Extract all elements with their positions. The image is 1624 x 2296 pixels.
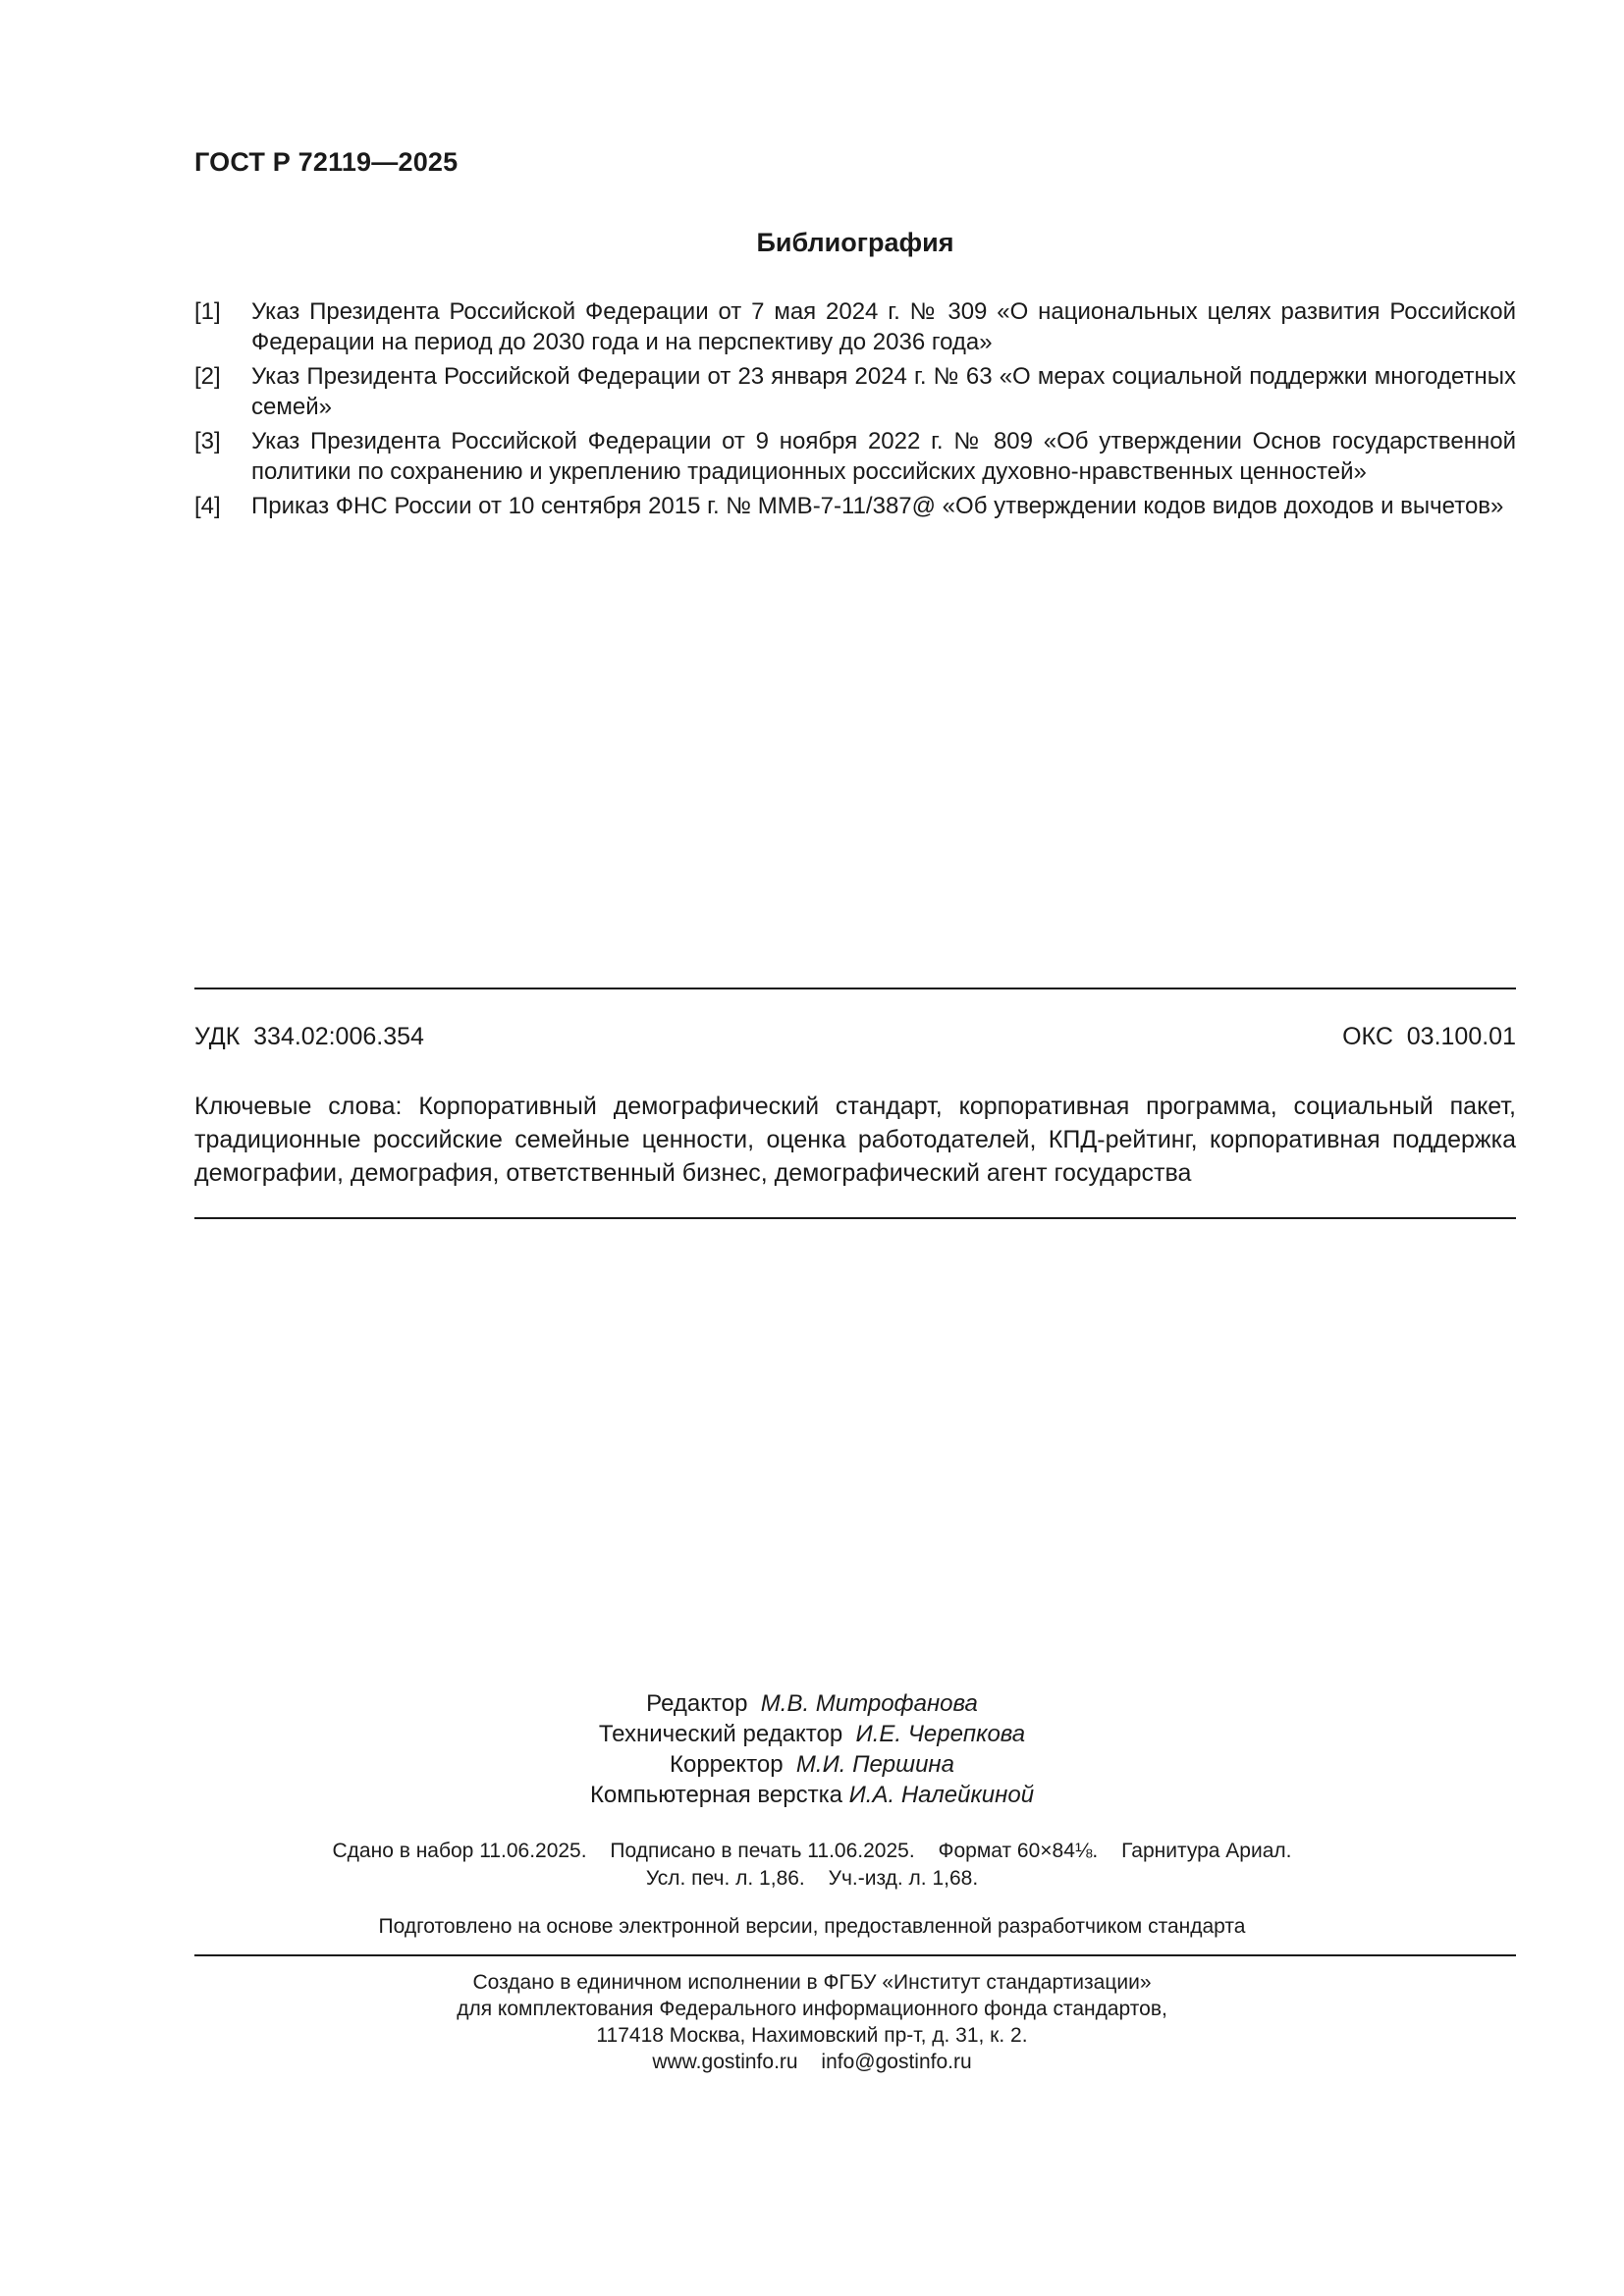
credit-name: М.В. Митрофанова [760,1690,978,1717]
entry-text: Указ Президента Российской Федерации от 23 января 2024 г. № 63 «О мерах социальной поддержки многодетных семей» [251,363,1516,420]
credit-name: И.А. Налейкиной [848,1782,1035,1808]
oks-code: ОКС 03.100.01 [1342,1023,1516,1050]
entry-number: [1] [194,298,221,325]
typeface: Гарнитура Ариал. [1121,1840,1292,1862]
publisher-line: для комплектования Федерального информационного фонда стандартов, [457,1998,1167,2020]
credits-block [0,1688,1624,1810]
publisher-block [0,1969,1624,2075]
keywords-label: Ключевые слова: [194,1093,403,1120]
credit-corrector [0,1749,1624,1780]
email-link[interactable]: info@gostinfo.ru [821,2051,972,2073]
entry-number: [3] [194,428,221,454]
credit-role: Редактор [646,1690,748,1717]
bibliography-list [194,296,1516,525]
print-info-line-2 [0,1865,1624,1893]
website-link[interactable]: www.gostinfo.ru [652,2051,798,2073]
entry-number: [2] [194,363,221,390]
credit-name: И.Е. Черепкова [855,1721,1026,1747]
signed-date: Подписано в печать 11.06.2025. [610,1840,915,1862]
entry-text: Приказ ФНС России от 10 сентября 2015 г. № ММВ-7-11/387@ «Об утверждении кодов видов доходов и вычетов» [251,493,1504,519]
divider-middle [194,1217,1516,1219]
bibliography-entry [194,426,1516,487]
entry-text: Указ Президента Российской Федерации от 9 ноября 2022 г. № 809 «Об утверждении Основ государственной политики по сохранению и укреплению традиционных российских духовно-нравственных ценностей» [251,428,1516,485]
classification-row [194,1023,1516,1051]
udk-code: УДК 334.02:006.354 [194,1023,424,1050]
submitted-date: Сдано в набор 11.06.2025. [332,1840,587,1862]
credit-editor [0,1688,1624,1719]
credit-role: Компьютерная верстка [589,1782,842,1808]
keywords-block [194,1090,1516,1190]
print-sheets: Усл. печ. л. 1,86. [645,1867,805,1890]
publisher-contacts [0,2049,1624,2075]
paper-format: Формат 60×84⅛. [938,1840,1099,1862]
entry-text: Указ Президента Российской Федерации от 7 мая 2024 г. № 309 «О национальных целях развития Российской Федерации на период до 2030 года и на перспективу до 2036 года» [251,298,1516,355]
print-info-block [0,1838,1624,1893]
bibliography-title: Библиография [756,228,954,257]
bibliography-entry [194,361,1516,422]
publisher-address: 117418 Москва, Нахимовский пр-т, д. 31, к. 2. [596,2024,1028,2047]
credit-name: М.И. Першина [795,1751,954,1778]
credit-role: Технический редактор [598,1721,843,1747]
publisher-line: Создано в единичном исполнении в ФГБУ «Институт стандартизации» [472,1971,1152,1994]
divider-top [194,988,1516,989]
credit-tech-editor [0,1719,1624,1749]
bibliography-entry [194,491,1516,521]
keywords-text: Корпоративный демографический стандарт, корпоративная программа, социальный пакет, традиционные российские семейные ценности, оценка работодателей, КПД-рейтинг, корпоративная поддержка демографии, демография, ответственный бизнес, демографический агент государства [194,1093,1516,1187]
pub-sheets: Уч.-изд. л. 1,68. [828,1867,979,1890]
print-info-line-1 [0,1838,1624,1865]
standard-code: ГОСТ Р 72119—2025 [194,147,459,177]
divider-bottom [194,1954,1516,1956]
credit-role: Корректор [670,1751,784,1778]
bibliography-entry [194,296,1516,357]
prepared-note: Подготовлено на основе электронной версии, предоставленной разработчиком стандарта [378,1915,1246,1938]
credit-layout [0,1780,1624,1810]
entry-number: [4] [194,493,221,519]
